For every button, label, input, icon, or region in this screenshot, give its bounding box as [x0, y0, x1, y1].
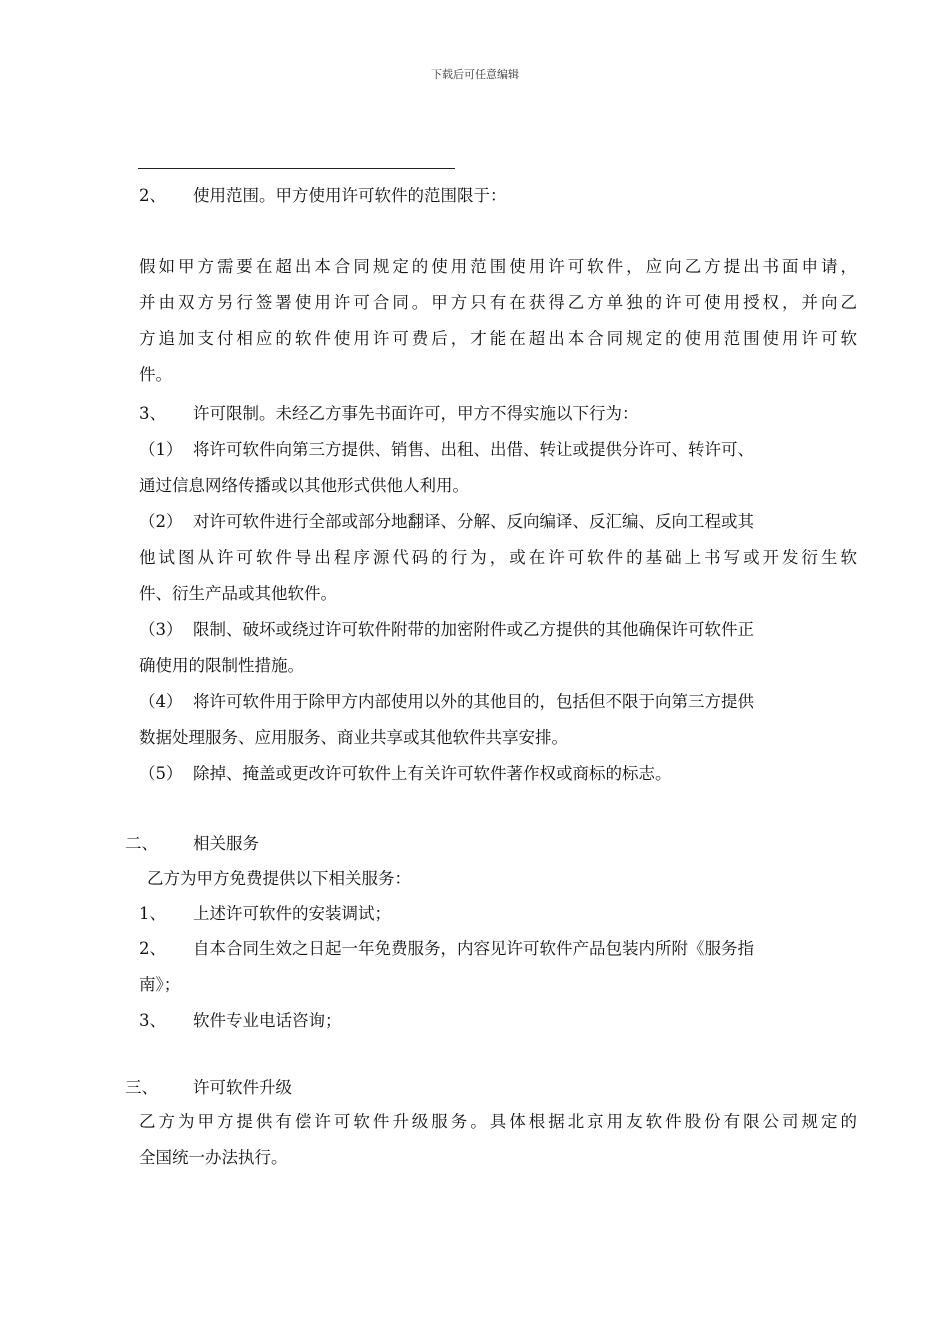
- service-2-number: 2、: [139, 939, 166, 958]
- page-header: 下载后可任意编辑: [431, 68, 519, 81]
- section-2-intro: 乙方为甲方免费提供以下相关服务：: [147, 869, 411, 888]
- sub-2-line-3: 件、衍生产品或其他软件。: [139, 584, 337, 603]
- para-line-3: 方追加支付相应的软件使用许可费后，才能在超出本合同规定的使用范围使用许可软: [139, 329, 857, 348]
- item-3-number: 3、: [139, 404, 166, 423]
- sub-3-number: （3）: [139, 620, 183, 639]
- sub-2-number: （2）: [139, 512, 183, 531]
- para-line-4: 件。: [139, 365, 172, 384]
- sub-3-line-1: 限制、破坏或绕过许可软件附带的加密附件或乙方提供的其他确保许可软件正: [193, 620, 754, 639]
- item-3-text: 许可限制。未经乙方事先书面许可，甲方不得实施以下行为：: [193, 404, 639, 423]
- section-2-number: 二、: [125, 834, 158, 853]
- para-line-2: 并由双方另行签署使用许可合同。甲方只有在获得乙方单独的许可使用授权，并向乙: [139, 293, 857, 312]
- service-3-text: 软件专业电话咨询；: [193, 1011, 342, 1030]
- para-line-1: 假如甲方需要在超出本合同规定的使用范围使用许可软件，应向乙方提出书面申请，: [139, 257, 857, 276]
- item-2-text: 使用范围。甲方使用许可软件的范围限于：: [193, 186, 507, 205]
- service-2-line-1: 自本合同生效之日起一年免费服务，内容见许可软件产品包装内所附《服务指: [193, 939, 754, 958]
- service-3-number: 3、: [139, 1011, 166, 1030]
- section-2-title: 相关服务: [193, 834, 259, 853]
- sub-4-line-2: 数据处理服务、应用服务、商业共享或其他软件共享安排。: [139, 728, 568, 747]
- sub-4-number: （4）: [139, 692, 183, 711]
- sub-5-line-1: 除掉、掩盖或更改许可软件上有关许可软件著作权或商标的标志。: [193, 764, 672, 783]
- underline-rule: [138, 168, 455, 169]
- service-2-line-2: 南》；: [139, 975, 181, 994]
- sub-1-number: （1）: [139, 440, 183, 459]
- section-3-title: 许可软件升级: [193, 1078, 292, 1097]
- service-1-text: 上述许可软件的安装调试；: [193, 904, 391, 923]
- sub-3-line-2: 确使用的限制性措施。: [139, 656, 304, 675]
- sub-1-line-1: 将许可软件向第三方提供、销售、出租、出借、转让或提供分许可、转许可、: [193, 440, 754, 459]
- item-2-number: 2、: [139, 186, 166, 205]
- sub-4-line-1: 将许可软件用于除甲方内部使用以外的其他目的，包括但不限于向第三方提供: [193, 692, 754, 711]
- section-3-line-1: 乙方为甲方提供有偿许可软件升级服务。具体根据北京用友软件股份有限公司规定的: [139, 1112, 857, 1131]
- section-3-number: 三、: [125, 1078, 158, 1097]
- sub-2-line-1: 对许可软件进行全部或部分地翻译、分解、反向编译、反汇编、反向工程或其: [193, 512, 754, 531]
- sub-1-line-2: 通过信息网络传播或以其他形式供他人利用。: [139, 476, 469, 495]
- sub-5-number: （5）: [139, 764, 183, 783]
- service-1-number: 1、: [139, 904, 166, 923]
- section-3-line-2: 全国统一办法执行。: [139, 1148, 288, 1167]
- sub-2-line-2: 他试图从许可软件导出程序源代码的行为，或在许可软件的基础上书写或开发衍生软: [139, 548, 857, 567]
